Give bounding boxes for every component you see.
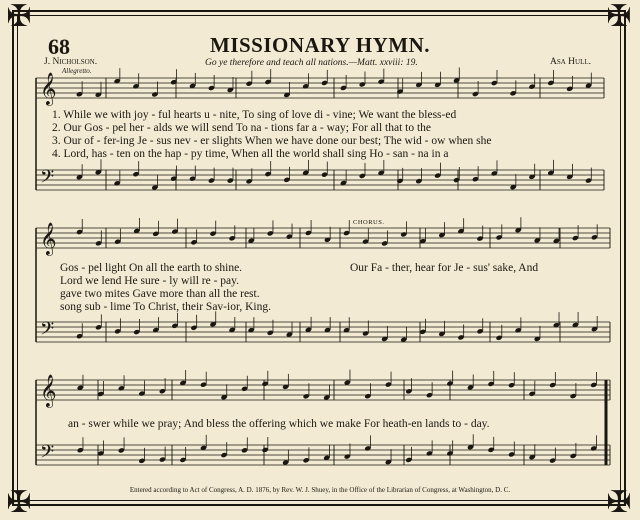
- corner-ornament-bottom-right: ✠: [606, 486, 632, 519]
- treble-clef-icon: 𝄞: [40, 222, 57, 255]
- composer-right: Asa Hull.: [550, 57, 592, 67]
- verse-1-line-cont: Gos - pel light On all the earth to shine.: [60, 262, 243, 274]
- chorus-line-2: an - swer while we pray; And bless the offering which we make For heath-en lands to - day.: [68, 418, 490, 430]
- chorus-label: CHORUS.: [353, 219, 385, 226]
- bass-clef-icon: 𝄢: [40, 319, 55, 344]
- corner-ornament-bottom-left: ✠: [6, 486, 32, 519]
- verse-1-line: 1. While we with joy - ful hearts u - nite, To sing of love di - vine; We want the bless-ed: [52, 109, 457, 121]
- treble-clef-icon: 𝄞: [40, 374, 57, 407]
- copyright-footer: Entered according to Act of Congress, A. D. 1876, by Rev. W. J. Shuey, in the Office of the Librarian of Congress, at Washington, D. C.: [129, 486, 511, 494]
- corner-ornament-top-right: ✠: [606, 0, 632, 33]
- verse-4-line: 4. Lord, has - ten on the hap - py time, When all the world shall sing Ho - san - na in a: [52, 148, 449, 160]
- corner-ornament-top-left: ✠: [6, 0, 32, 33]
- verse-3-line-cont: gave two mites Gave more than all the rest.: [60, 288, 260, 300]
- page-number: 68: [48, 34, 70, 59]
- verse-2-line: 2. Our Gos - pel her - alds we will send To na - tions far a - way; For all that to the: [52, 122, 432, 134]
- verse-4-line-cont: song sub - lime To Christ, their Sav-ior, King.: [60, 301, 271, 313]
- bass-clef-icon: 𝄢: [40, 167, 55, 192]
- verse-3-line: 3. Our of - fer-ing Je - sus nev - er slights When we have done our best; The wid - ow when she: [52, 135, 492, 147]
- verse-2-line-cont: Lord we lend He sure - ly will re - pay.: [60, 275, 240, 287]
- tempo-marking: Allegretto.: [62, 67, 92, 75]
- composer-left: J. Nicholson.: [44, 57, 98, 67]
- bass-clef-icon: 𝄢: [40, 442, 55, 467]
- hymn-title: MISSIONARY HYMN.: [210, 33, 430, 57]
- chorus-line-1: Our Fa - ther, hear for Je - sus' sake, And: [350, 262, 539, 274]
- scripture-epigraph: Go ye therefore and teach all nations.—Matt. xxviii: 19.: [205, 58, 418, 68]
- treble-clef-icon: 𝄞: [40, 72, 57, 105]
